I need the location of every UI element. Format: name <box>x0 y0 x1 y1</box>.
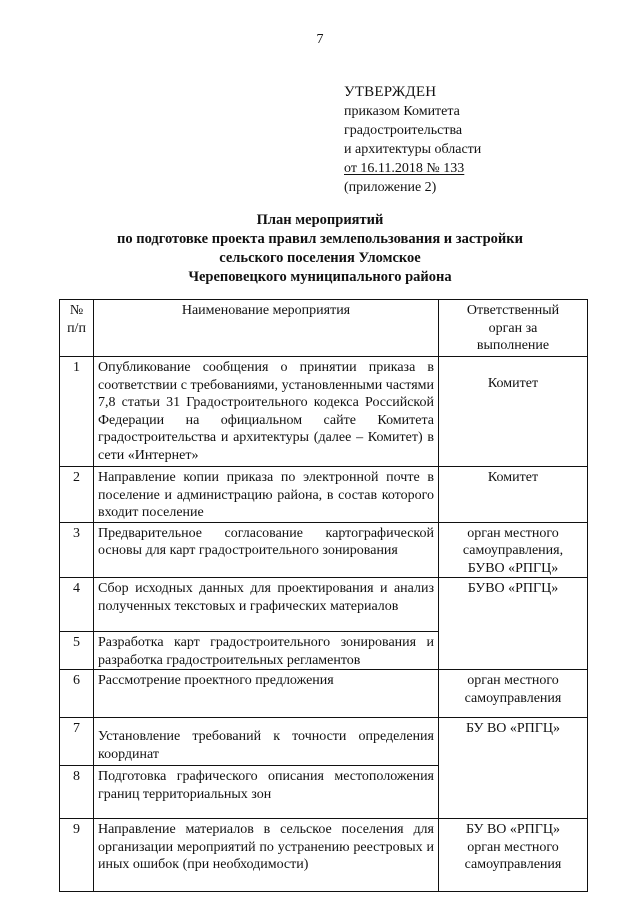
approval-line: градостроительства <box>344 123 463 138</box>
row-activity: Разработка карт градостроительного зонирования и разработка градостроительных регламентов <box>94 632 439 670</box>
title-line: сельского поселения Уломское <box>219 250 421 266</box>
table-row <box>60 819 588 892</box>
row-number: 2 <box>60 467 94 523</box>
row-responsible: орган местного самоуправления, БУВО «РПГЦ» <box>439 522 588 578</box>
row-number: 3 <box>60 522 94 578</box>
row-responsible: БУ ВО «РПГЦ» орган местного самоуправления <box>439 819 588 892</box>
row-number: 5 <box>60 632 94 670</box>
row-activity: Подготовка графического описания местоположения границ территориальных зон <box>94 766 439 819</box>
document-title <box>0 211 640 287</box>
approval-appendix: (приложение 2) <box>344 180 437 195</box>
row-number: 7 <box>60 718 94 766</box>
row-responsible: орган местного самоуправления <box>439 670 588 718</box>
approval-date-number: от 16.11.2018 № 133 <box>344 161 465 176</box>
row-responsible: БУВО «РПГЦ» <box>439 578 588 670</box>
table-row <box>60 718 588 766</box>
row-activity: Сбор исходных данных для проектирования и анализ полученных текстовых и графических материалов <box>94 578 439 632</box>
title-line: по подготовке проекта правил землепользования и застройки <box>117 231 523 247</box>
header-activity: Наименование мероприятия <box>94 300 439 357</box>
approval-line: приказом Комитета <box>344 104 460 119</box>
row-activity: Направление копии приказа по электронной почте в поселение и администрацию района, в состав которого входит поселение <box>94 467 439 523</box>
table-header-row <box>60 300 588 357</box>
row-number: 6 <box>60 670 94 718</box>
row-number: 9 <box>60 819 94 892</box>
table-row <box>60 357 588 467</box>
header-number: № п/п <box>60 300 94 357</box>
table-row <box>60 670 588 718</box>
table-row <box>60 522 588 578</box>
title-line: Череповецкого муниципального района <box>188 269 452 285</box>
row-activity: Опубликование сообщения о принятии приказа в соответствии с требованиями, установленными частями 7,8 статьи 31 Градостроительного кодекса Российской Федерации на официальном сайте Комитета градостроительства и архитектуры (далее – Комитет) в сети «Интернет» <box>94 357 439 467</box>
table-row <box>60 467 588 523</box>
approval-heading: УТВЕРЖДЕН <box>344 84 437 100</box>
page-number: 7 <box>316 32 324 47</box>
row-responsible: БУ ВО «РПГЦ» <box>439 718 588 819</box>
header-responsible: Ответственный орган за выполнение <box>439 300 588 357</box>
table-row <box>60 578 588 632</box>
row-responsible: Комитет <box>439 357 588 467</box>
row-number: 1 <box>60 357 94 467</box>
row-responsible: Комитет <box>439 467 588 523</box>
row-activity: Предварительное согласование картографической основы для карт градостроительного зонирования <box>94 522 439 578</box>
approval-line: и архитектуры области <box>344 142 482 157</box>
row-activity: Направление материалов в сельское поселения для организации мероприятий по устранению реестровых и иных ошибок (при необходимости) <box>94 819 439 892</box>
row-activity: Рассмотрение проектного предложения <box>94 670 439 718</box>
row-activity: Установление требований к точности определения координат <box>94 718 439 766</box>
title-line: План мероприятий <box>256 212 384 228</box>
row-number: 4 <box>60 578 94 632</box>
approval-stamp <box>344 83 481 197</box>
row-number: 8 <box>60 766 94 819</box>
activities-table <box>59 299 588 892</box>
